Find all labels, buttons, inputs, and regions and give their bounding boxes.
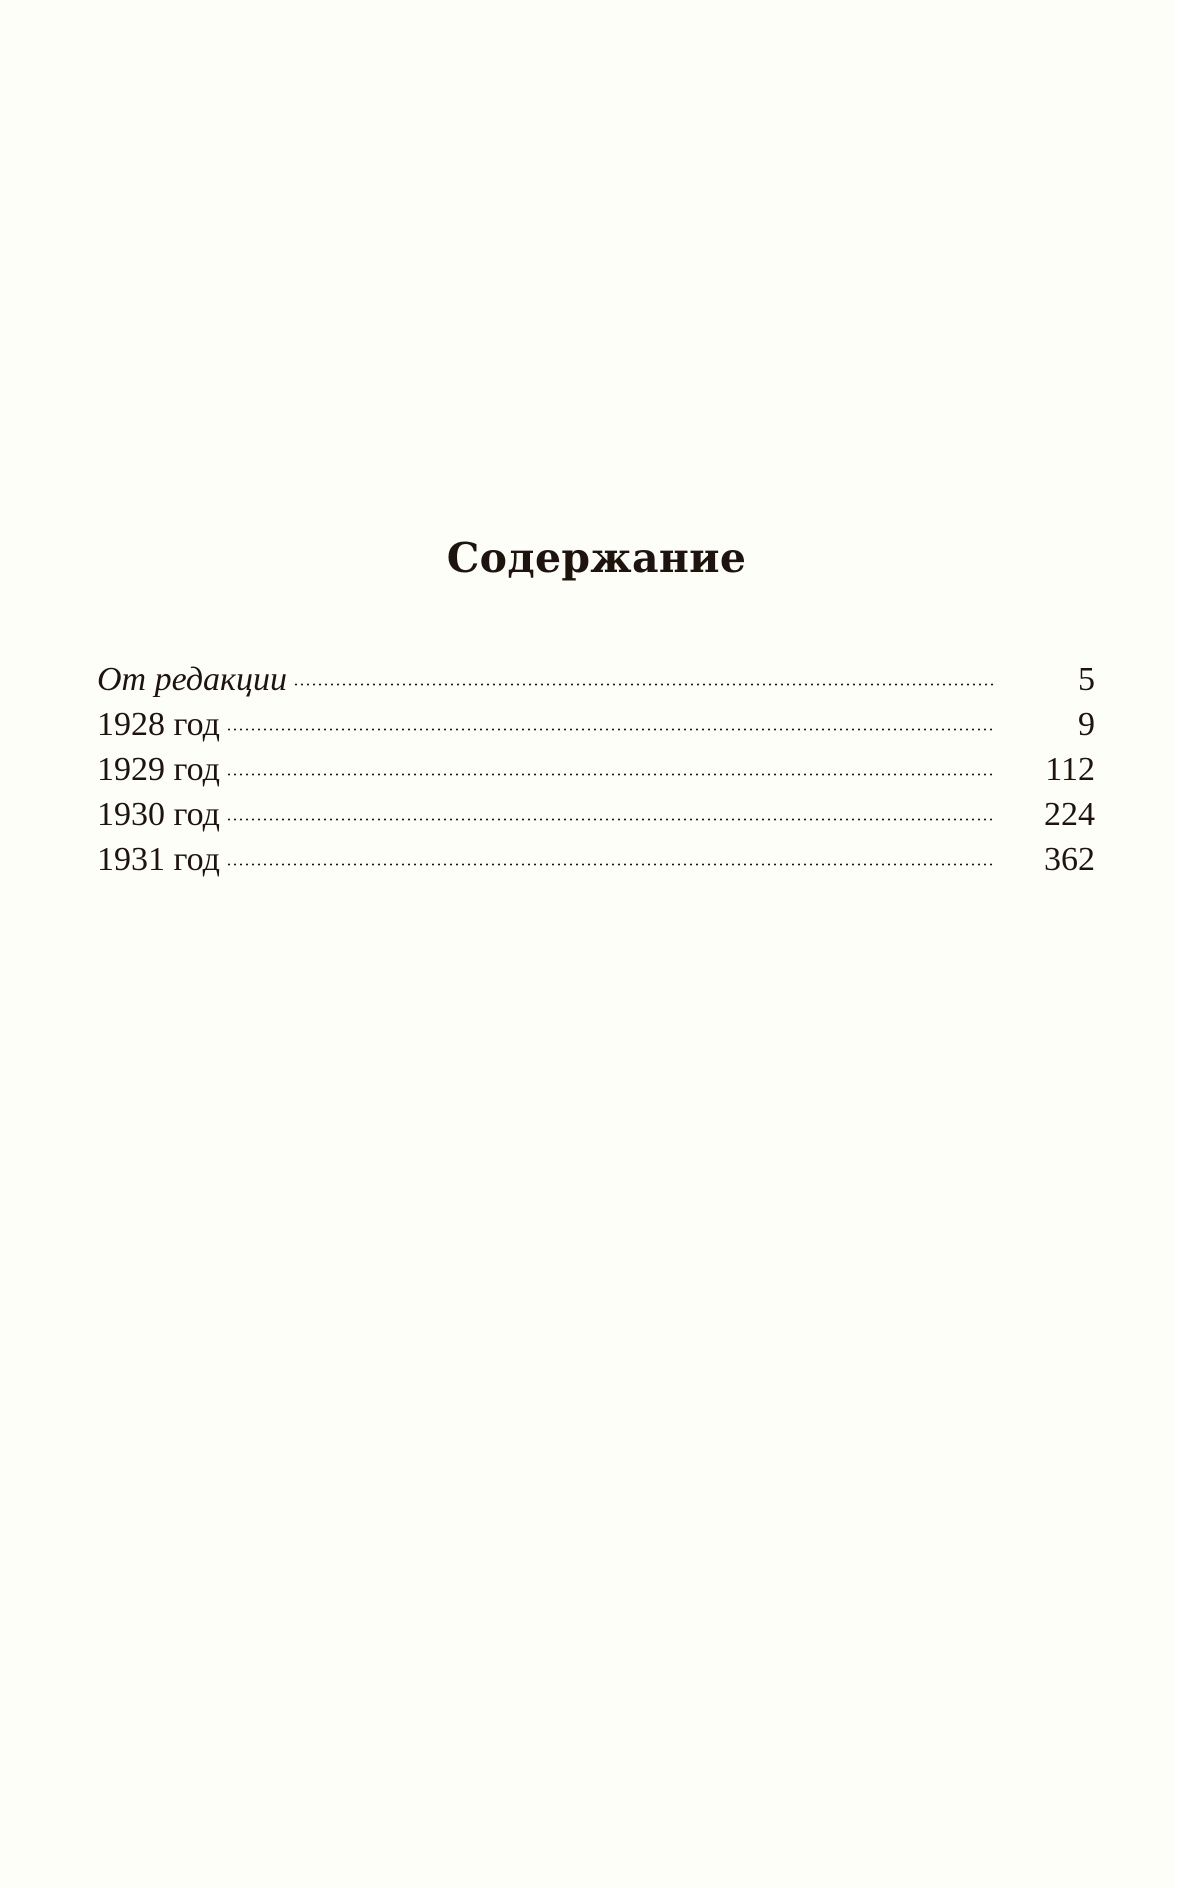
dot-leader (226, 863, 995, 866)
dot-leader (226, 773, 995, 776)
dot-leader (226, 818, 995, 821)
toc-entry-page-number: 224 (1044, 796, 1095, 833)
table-of-contents (97, 657, 1095, 882)
toc-entry (97, 747, 1095, 792)
toc-entry-label: 1930 год (97, 796, 220, 833)
toc-entry-page-number: 5 (1078, 661, 1095, 698)
dot-leader (293, 683, 995, 686)
toc-entry (97, 837, 1095, 882)
toc-entry-page-number: 112 (1045, 751, 1095, 788)
toc-entry-label: 1931 год (97, 841, 220, 878)
toc-entry-page-number: 362 (1044, 841, 1095, 878)
toc-entry (97, 792, 1095, 837)
dot-leader (226, 728, 995, 731)
toc-entry-page-number: 9 (1078, 706, 1095, 743)
page-title: Содержание (446, 534, 747, 583)
toc-entry-label: 1928 год (97, 706, 220, 743)
toc-entry (97, 702, 1095, 747)
toc-entry (97, 657, 1095, 702)
toc-entry-label: 1929 год (97, 751, 220, 788)
toc-entry-label: От редакции (97, 661, 287, 698)
